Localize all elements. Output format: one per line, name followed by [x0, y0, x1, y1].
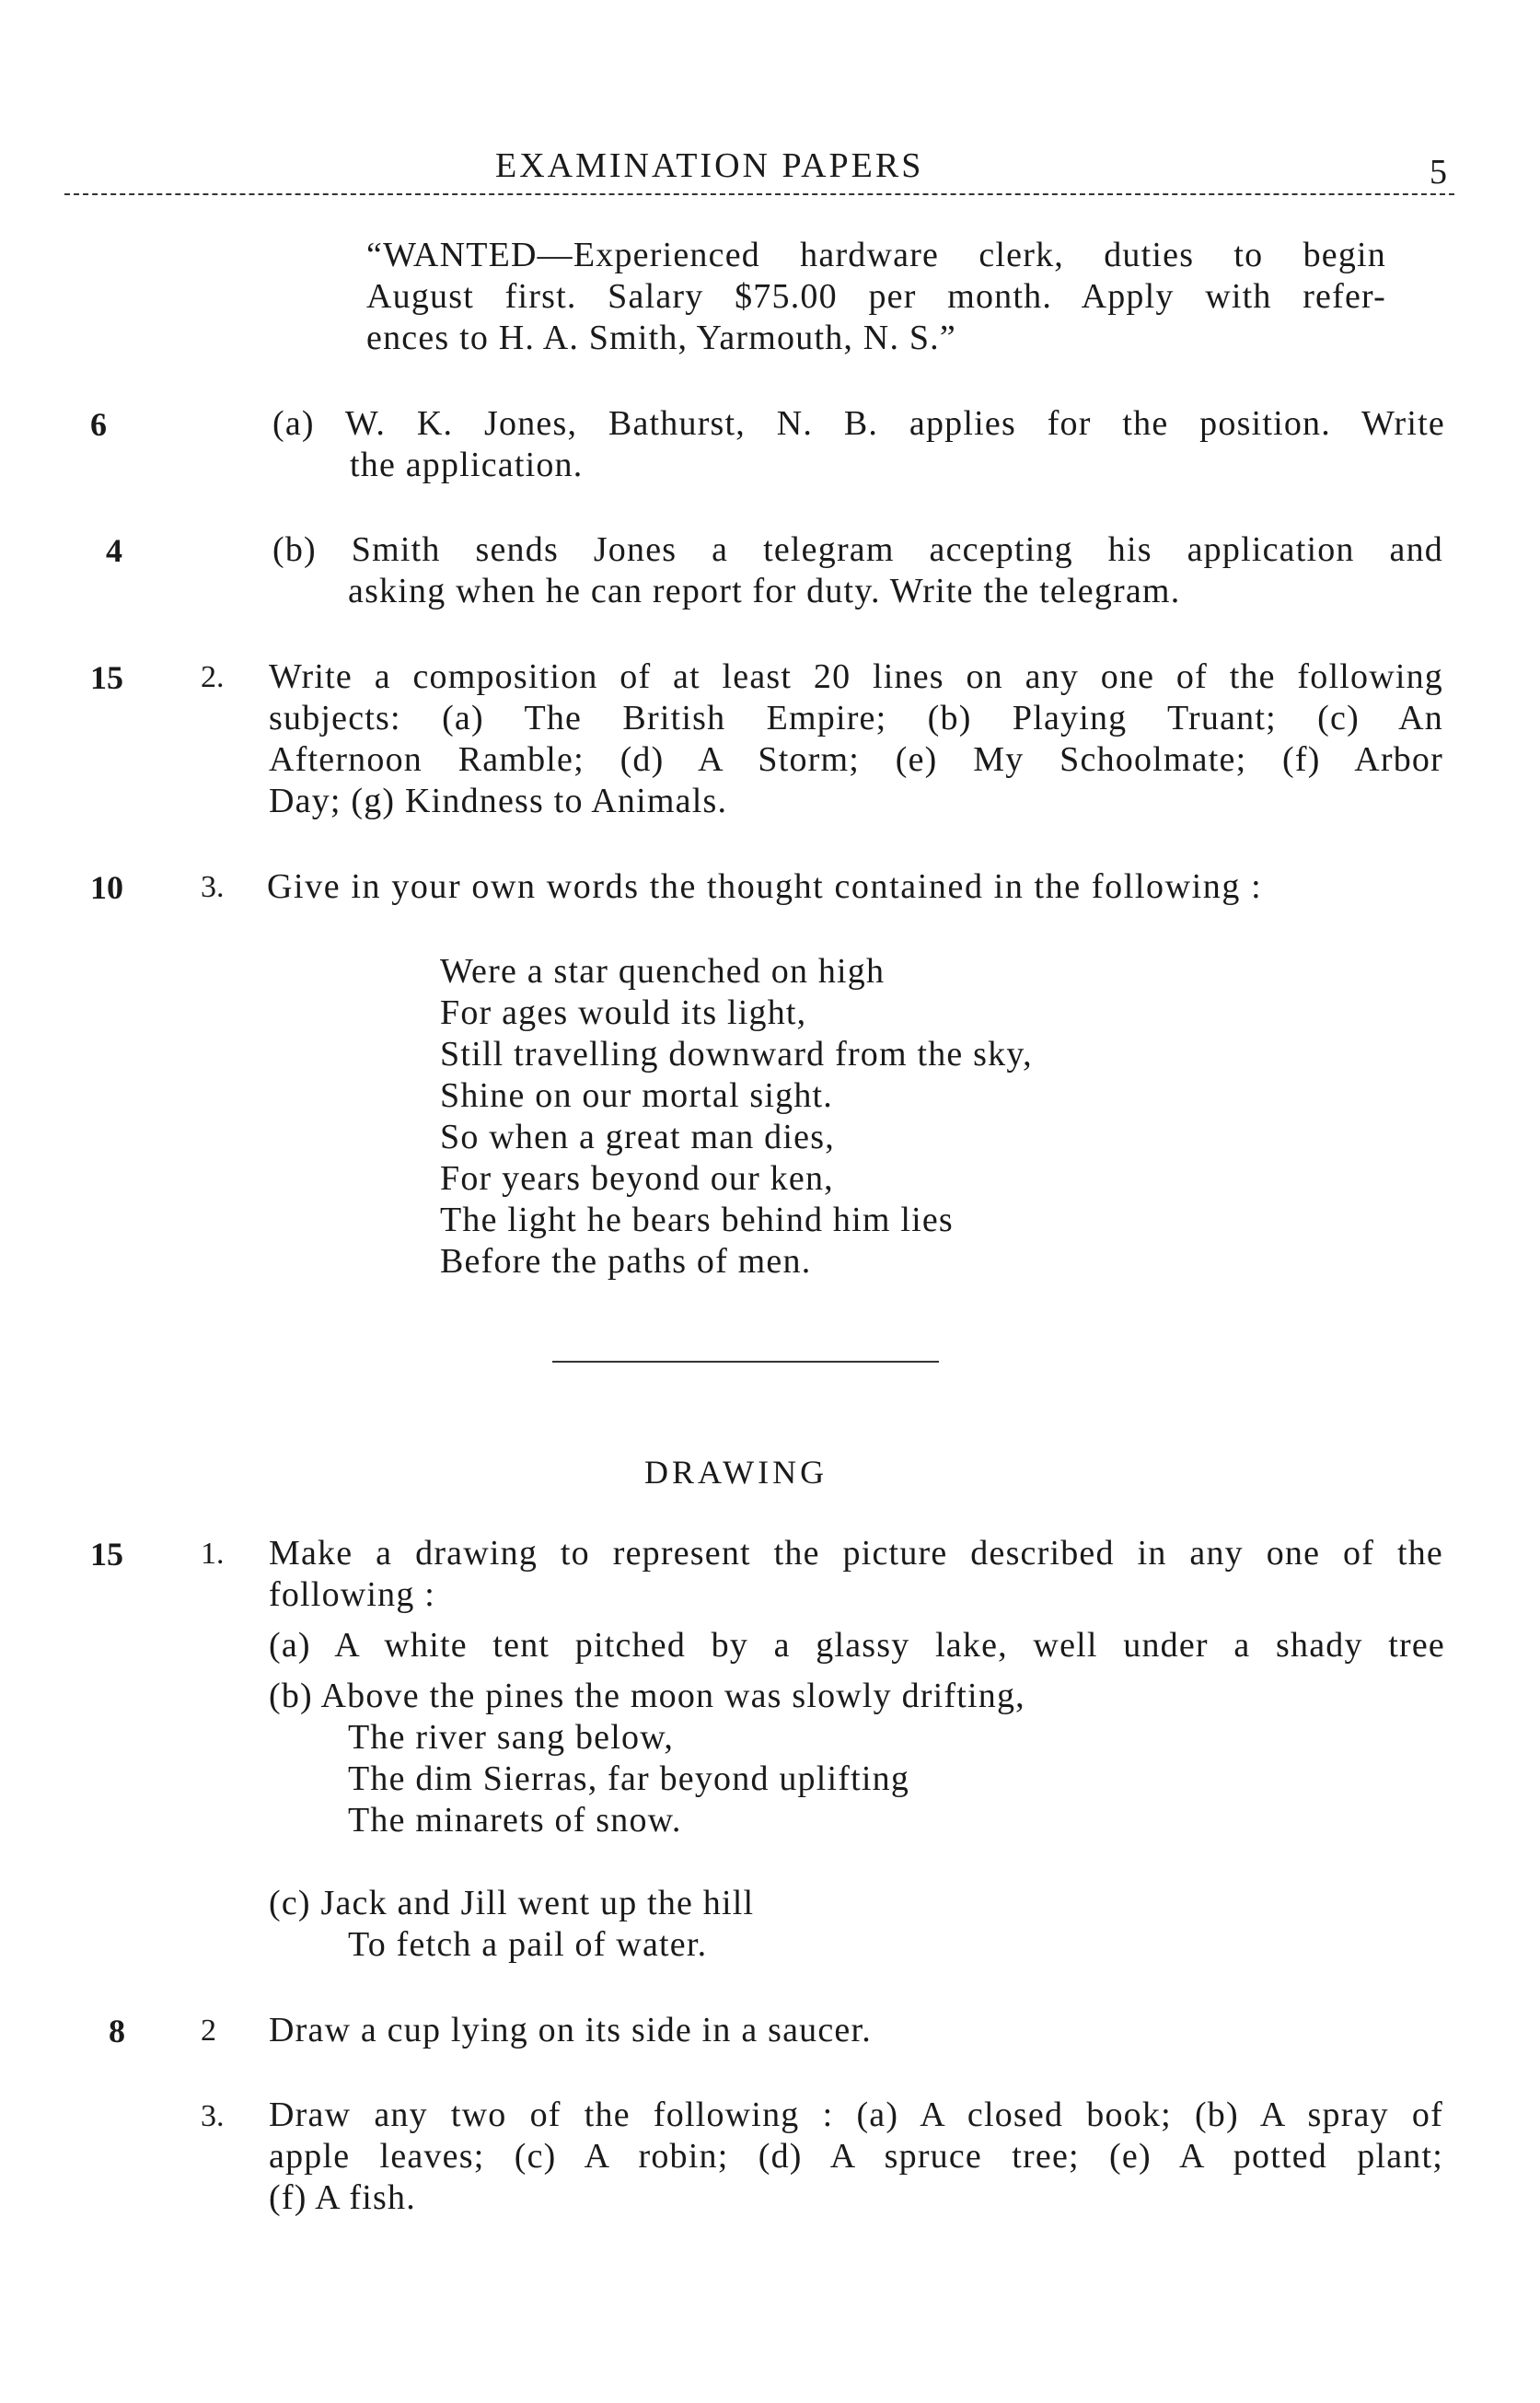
question-text: following :: [269, 1575, 436, 1614]
poem-line: Were a star quenched on high: [440, 952, 886, 991]
option-text: The minarets of snow.: [348, 1801, 682, 1840]
question-marks: 8: [109, 2013, 125, 2049]
question-text: Afternoon Ramble; (d) A Storm; (e) My Schoolmate; (f) Arbor: [269, 740, 1443, 779]
poem-line: For ages would its light,: [440, 993, 807, 1032]
option-text: The river sang below,: [348, 1718, 675, 1757]
question-text: (a) W. K. Jones, Bathurst, N. B. applies for the position. Write: [272, 404, 1445, 443]
question-text: asking when he can report for duty. Write the telegram.: [348, 572, 1181, 610]
poem-line: So when a great man dies,: [440, 1118, 835, 1156]
question-text: Give in your own words the thought contained in the following :: [267, 867, 1263, 906]
question-number: 2: [201, 2014, 216, 2048]
question-text: Day; (g) Kindness to Animals.: [269, 782, 728, 820]
advert-line: August first. Salary $75.00 per month. Apply with refer-: [366, 277, 1386, 316]
section-divider: [552, 1361, 939, 1363]
question-number: 1.: [201, 1537, 225, 1571]
question-text: (b) Smith sends Jones a telegram accepting his application and: [272, 530, 1443, 569]
header-rule: [64, 193, 1454, 195]
question-marks: 15: [90, 659, 123, 696]
question-text: subjects: (a) The British Empire; (b) Playing Truant; (c) An: [269, 699, 1443, 737]
page-number: 5: [1430, 153, 1447, 192]
poem-line: Before the paths of men.: [440, 1242, 812, 1281]
section-title: DRAWING: [644, 1454, 828, 1491]
advert-line: ences to H. A. Smith, Yarmouth, N. S.”: [366, 319, 956, 357]
question-marks: 15: [90, 1536, 123, 1573]
option-text: (c) Jack and Jill went up the hill: [269, 1884, 755, 1922]
question-text: Draw a cup lying on its side in a saucer.: [269, 2011, 872, 2049]
question-number: 2.: [201, 660, 225, 694]
question-text: Make a drawing to represent the picture described in any one of the: [269, 1534, 1443, 1573]
question-marks: 6: [90, 406, 107, 443]
question-number: 3.: [201, 2099, 225, 2133]
option-text: (b) Above the pines the moon was slowly drifting,: [269, 1677, 1025, 1715]
question-text: (f) A fish.: [269, 2178, 416, 2217]
poem-line: Still travelling downward from the sky,: [440, 1035, 1033, 1074]
option-text: To fetch a pail of water.: [348, 1925, 708, 1964]
question-text: Draw any two of the following : (a) A closed book; (b) A spray of: [269, 2095, 1443, 2134]
question-text: the application.: [350, 446, 584, 484]
poem-line: For years beyond our ken,: [440, 1159, 834, 1198]
poem-line: The light he bears behind him lies: [440, 1201, 954, 1239]
poem-line: Shine on our mortal sight.: [440, 1076, 834, 1115]
question-text: apple leaves; (c) A robin; (d) A spruce tree; (e) A potted plant;: [269, 2137, 1443, 2176]
question-number: 3.: [201, 870, 225, 904]
running-header-title: EXAMINATION PAPERS: [495, 146, 924, 185]
option-text: (a) A white tent pitched by a glassy lake, well under a shady tree: [269, 1626, 1445, 1665]
question-marks: 10: [90, 869, 123, 906]
question-marks: 4: [106, 532, 122, 569]
option-text: The dim Sierras, far beyond uplifting: [348, 1759, 910, 1798]
advert-line: “WANTED—Experienced hardware clerk, duties to begin: [366, 236, 1386, 274]
question-text: Write a composition of at least 20 lines on any one of the following: [269, 657, 1443, 696]
